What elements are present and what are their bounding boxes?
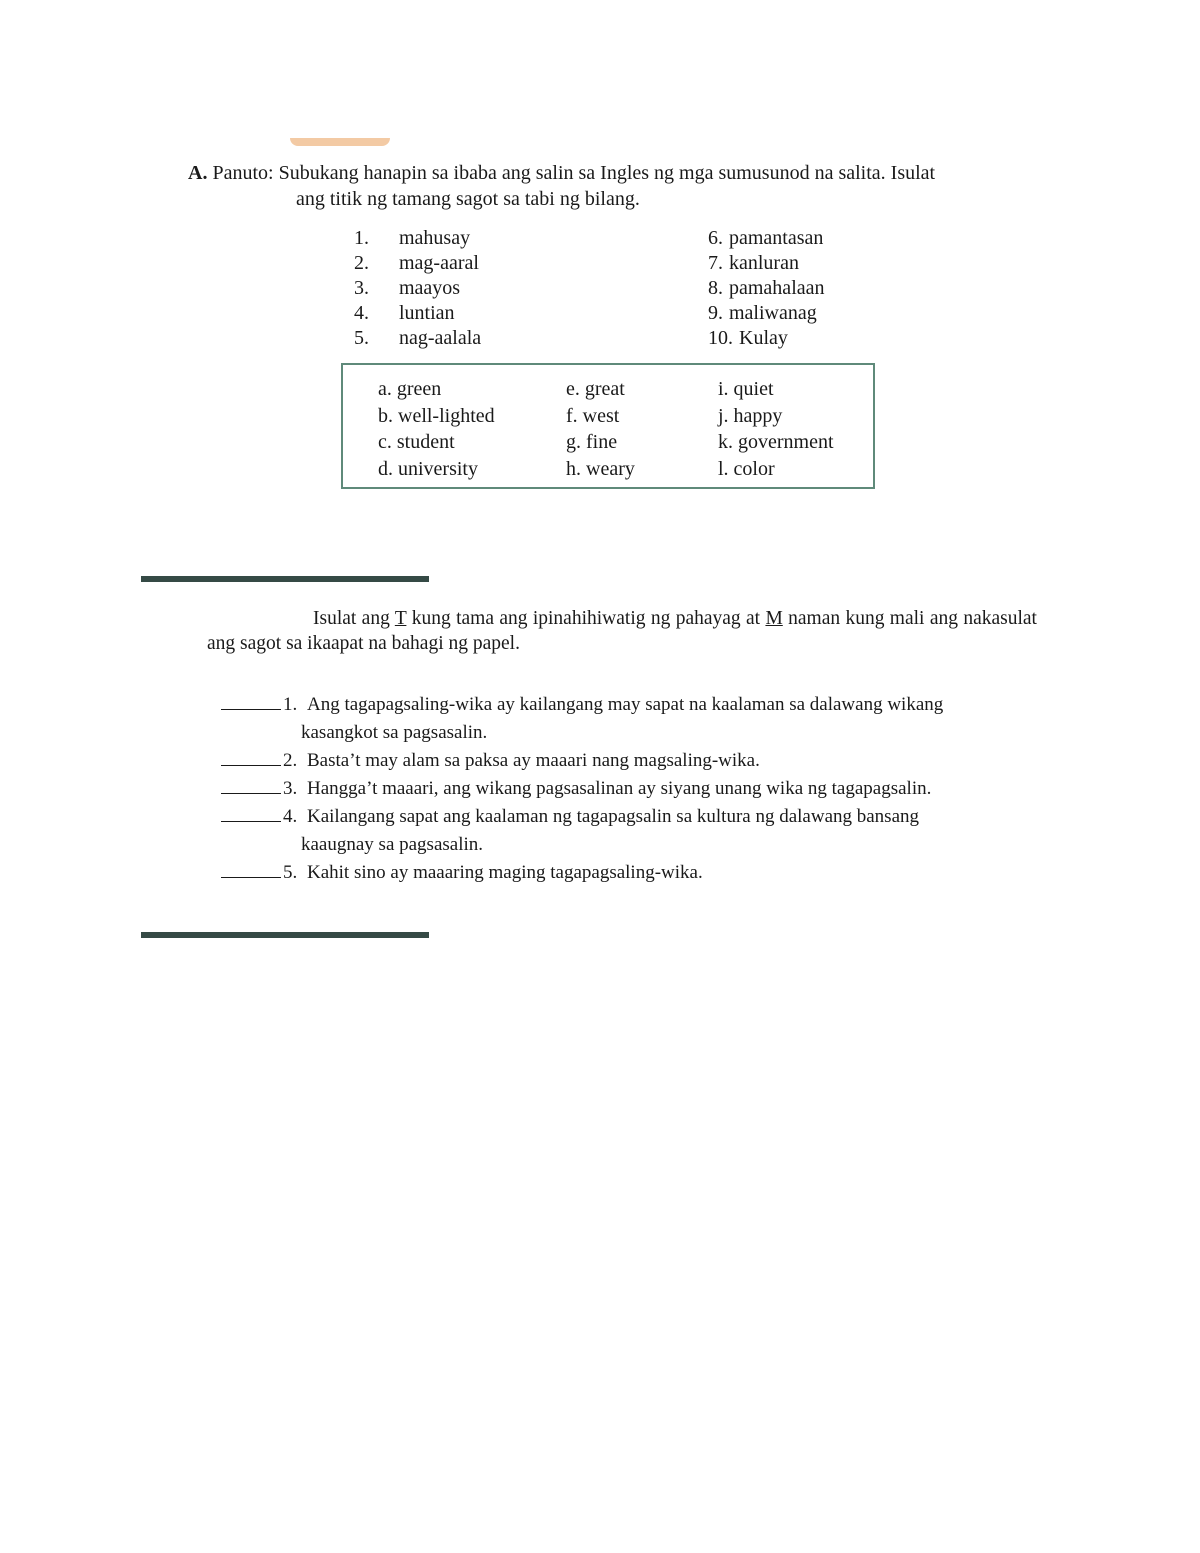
true-false-list <box>221 691 1011 887</box>
section-divider-bar <box>141 932 429 938</box>
options-column-2 <box>566 376 635 482</box>
list-item <box>354 251 481 276</box>
item-text: Kahit sino ay maaaring maging tagapagsaling-wika. <box>307 862 703 883</box>
item-number: 6. <box>708 227 723 249</box>
answer-blank[interactable] <box>221 691 281 710</box>
list-item <box>354 226 481 251</box>
item-text: Kailangang sapat ang kaalaman ng tagapagsalin sa kultura ng dalawang bansang <box>307 806 920 827</box>
item-text: Ang tagapagsaling-wika ay kailangang may sapat na kaalaman sa dalawang wikang <box>307 694 944 715</box>
instruction-line-1: Panuto: Subukang hanapin sa ibaba ang salin sa Ingles ng mga sumusunod na salita. Isulat <box>212 162 936 184</box>
option-item: d. university <box>378 457 478 480</box>
list-item <box>708 301 825 326</box>
item-word: nag-aalala <box>399 327 482 349</box>
section-divider-bar <box>141 576 429 582</box>
list-item <box>708 276 825 301</box>
answer-blank[interactable] <box>221 747 281 766</box>
option-item: j. happy <box>718 404 783 427</box>
option-item: f. west <box>566 404 620 427</box>
list-item <box>221 859 1011 887</box>
item-word: mag-aaral <box>399 252 479 274</box>
option-item: l. color <box>718 457 775 480</box>
item-number: 2. <box>354 252 369 274</box>
section-a-label: A. <box>188 162 208 184</box>
list-item <box>221 747 1011 775</box>
option-item: i. quiet <box>718 378 774 400</box>
instr-letter-t: T <box>394 608 407 629</box>
item-word: mahusay <box>399 227 471 249</box>
item-number: 4. <box>354 302 369 324</box>
list-item <box>354 276 481 301</box>
option-item: k. government <box>718 431 834 453</box>
options-column-1 <box>378 376 495 482</box>
item-number: 5. <box>354 327 369 349</box>
option-item: e. great <box>566 378 625 400</box>
list-item <box>708 251 825 276</box>
list-item <box>708 226 825 251</box>
list-item <box>221 775 1011 803</box>
item-number: 8. <box>708 277 723 299</box>
list-item <box>354 326 481 351</box>
section-a-instructions <box>188 160 1048 212</box>
option-item: b. well-lighted <box>378 404 495 427</box>
item-text: Hangga’t maaari, ang wikang pagsasalinan ay siyang unang wika ng tagapagsalin. <box>307 778 932 799</box>
item-number: 1. <box>283 694 298 715</box>
item-word: Kulay <box>739 327 788 349</box>
option-item: h. weary <box>566 457 635 480</box>
word-list-right <box>708 226 825 351</box>
instr-letter-m: M <box>765 608 783 629</box>
item-number: 3. <box>354 277 369 299</box>
item-text: Basta’t may alam sa paksa ay maaari nang magsaling-wika. <box>307 750 760 771</box>
instruction-line-2: ang titik ng tamang sagot sa tabi ng bilang. <box>296 188 640 210</box>
item-word: pamantasan <box>729 227 824 249</box>
instr-part-3: naman kung mali ang nakasulat ang sagot sa ikaapat na bahagi ng papel. <box>207 608 1037 654</box>
list-item <box>221 691 1011 747</box>
answer-blank[interactable] <box>221 803 281 822</box>
list-item <box>354 301 481 326</box>
item-number: 9. <box>708 302 723 324</box>
item-number: 10. <box>708 327 733 349</box>
item-word: maayos <box>399 277 461 299</box>
option-item: g. fine <box>566 431 618 453</box>
instr-part-2: kung tama ang ipinahihiwatig ng pahayag at <box>406 608 766 629</box>
item-word: maliwanag <box>729 302 817 324</box>
item-word: pamahalaan <box>729 277 825 299</box>
item-word: kanluran <box>729 252 799 274</box>
option-item: c. student <box>378 431 455 453</box>
decorative-orange-stroke <box>290 138 390 146</box>
item-word: luntian <box>399 302 455 324</box>
word-list-left <box>354 226 481 351</box>
list-item <box>708 326 825 351</box>
item-continuation: kasangkot sa pagsasalin. <box>301 722 488 743</box>
item-number: 3. <box>283 778 298 799</box>
answer-blank[interactable] <box>221 859 281 878</box>
item-number: 1. <box>354 227 369 249</box>
item-number: 7. <box>708 252 723 274</box>
item-number: 5. <box>283 862 298 883</box>
option-item: a. green <box>378 378 442 400</box>
item-continuation: kaaugnay sa pagsasalin. <box>301 834 484 855</box>
item-number: 4. <box>283 806 298 827</box>
list-item <box>221 803 1011 859</box>
item-number: 2. <box>283 750 298 771</box>
options-column-3 <box>718 376 834 482</box>
answer-blank[interactable] <box>221 775 281 794</box>
instr-part-1: Isulat ang <box>313 608 395 629</box>
section-b-instructions <box>207 606 1037 656</box>
